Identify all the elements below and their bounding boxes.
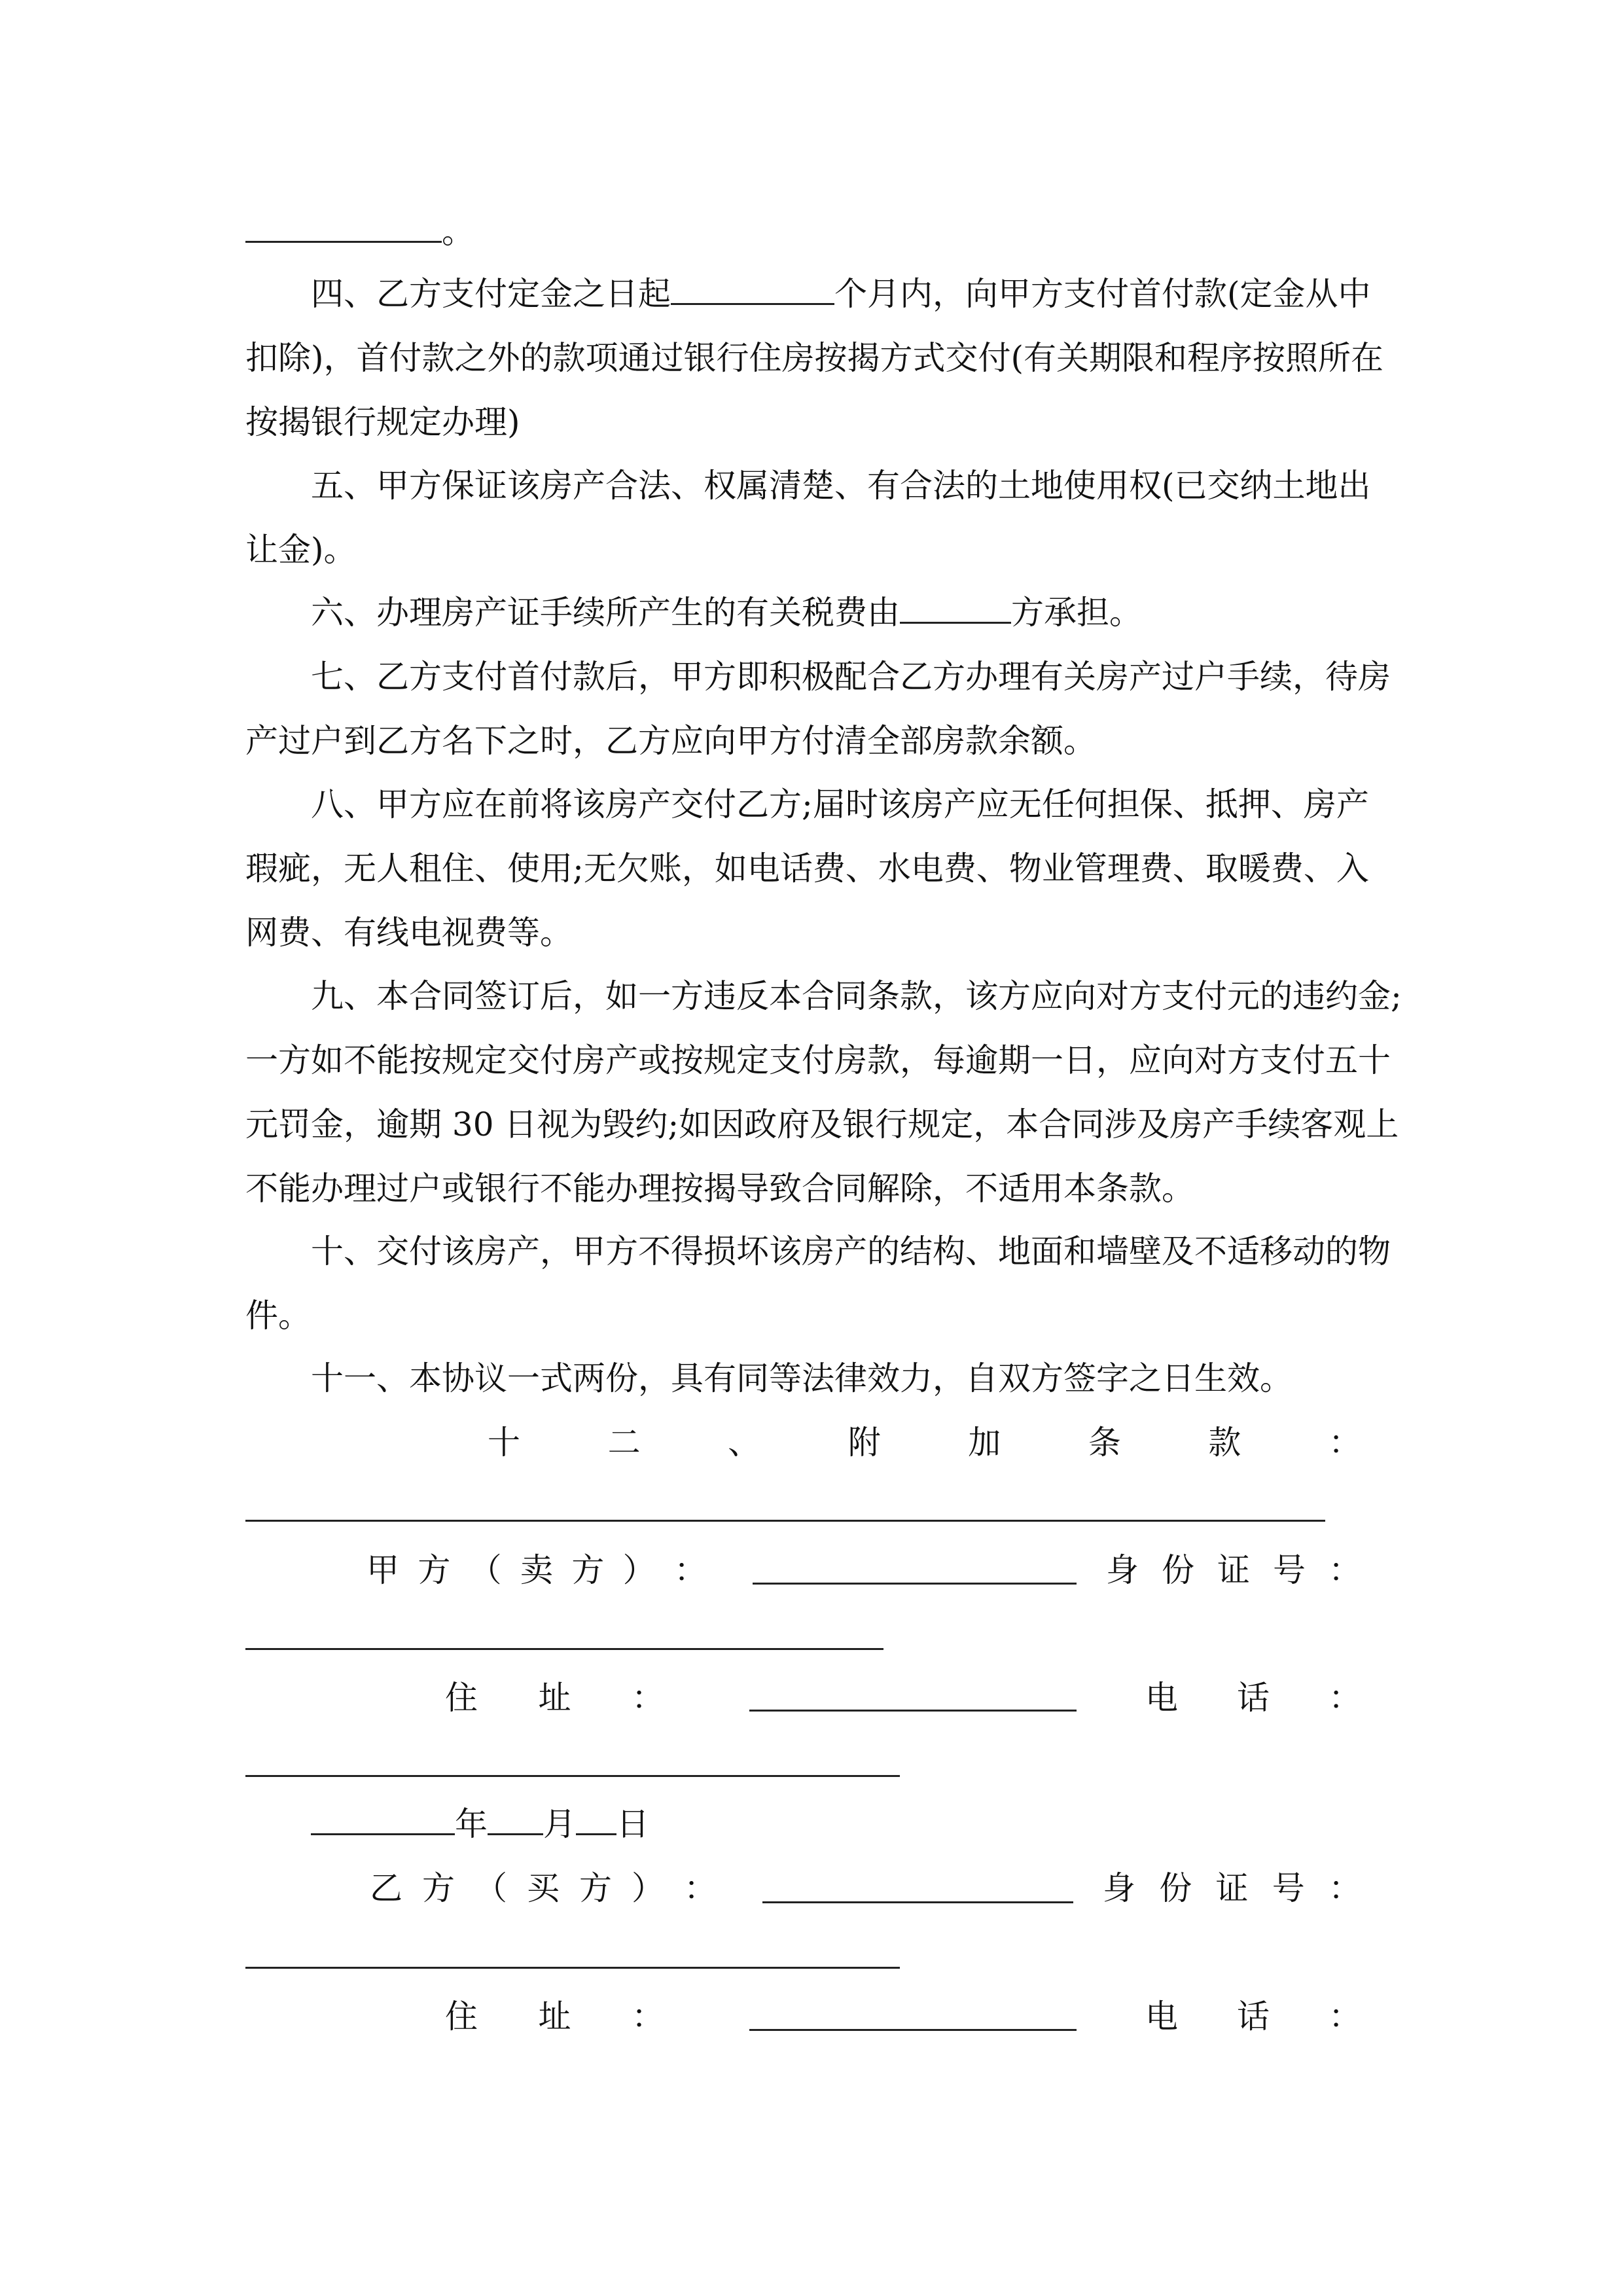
clause-11-line-1: 十一、本协议一式两份，具有同等法律效力，自双方签字之日生效。 (311, 1359, 1293, 1397)
clause-4-text-a: 四、乙方支付定金之日起 (311, 275, 671, 313)
party-b-char: ） (632, 1869, 664, 1907)
party-b-phone-label (1145, 1984, 1361, 2049)
clause-7-line-2: 产过户到乙方名下之时，乙方应向甲方付清全部房款余额。 (245, 722, 1096, 760)
clause-6-text-b: 方承担。 (1011, 594, 1142, 632)
party-a-char: 方 (571, 1551, 605, 1589)
clause-7 (245, 645, 1391, 773)
party-b-label (370, 1856, 717, 1920)
clause-12-char: 款 (1208, 1424, 1241, 1462)
months-blank (671, 270, 834, 305)
party-b-char: 买 (527, 1869, 560, 1907)
party-b-address-char: 住 (445, 1998, 478, 2036)
party-a-char: 卖 (520, 1551, 553, 1589)
party-a-address-char: ： (632, 1679, 664, 1717)
party-b-address-field[interactable] (749, 2029, 1077, 2031)
clause-6 (245, 581, 1378, 645)
clause-10 (245, 1219, 1391, 1348)
day-label: 日 (616, 1805, 649, 1843)
party-a-char: 方 (418, 1551, 451, 1589)
clause-7-line-1: 七、乙方支付首付款后，甲方即积极配合乙方办理有关房产过户手续，待房 (311, 658, 1391, 696)
party-a-id-char: 证 (1217, 1551, 1250, 1589)
clause-12-char: 、 (728, 1424, 761, 1462)
clause-9-line-2: 一方如不能按规定交付房产或按规定支付房款，每逾期一日，应向对方支付五十 (245, 1041, 1391, 1079)
party-a-address-char: 址 (538, 1679, 571, 1717)
clause-8-line-3: 网费、有线电视费等。 (245, 914, 573, 952)
party-b-char: 乙 (370, 1869, 402, 1907)
party-b-phone-char: ： (1329, 1998, 1361, 2036)
clause-4-text-b: 个月内，向甲方支付首付款(定金从中 (834, 275, 1371, 313)
party-a-phone-char: 话 (1237, 1679, 1270, 1717)
clause-10-line-2: 件。 (245, 1297, 311, 1335)
date-line (311, 1792, 649, 1856)
party-a-id-char: ： (1329, 1551, 1361, 1589)
party-a-phone-field[interactable] (245, 1775, 900, 1777)
party-b-char: ： (684, 1869, 717, 1907)
clause-4-line-3: 按揭银行规定办理) (245, 403, 520, 441)
party-a-label (366, 1538, 707, 1602)
clause-9-line-3: 元罚金，逾期 30 日视为毁约;如因政府及银行规定，本合同涉及房产手续客观上 (245, 1105, 1399, 1143)
party-a-phone-char: 电 (1145, 1679, 1178, 1717)
month-blank[interactable] (488, 1801, 543, 1835)
clause-5-line-2: 让金)。 (245, 531, 357, 569)
party-b-address-char: 址 (538, 1998, 571, 2036)
party-b-address-char: ： (632, 1998, 664, 2036)
party-a-id-char: 身 (1106, 1551, 1139, 1589)
clause-12-char: 二 (607, 1424, 641, 1462)
party-a-id-label (1106, 1538, 1361, 1602)
party-b-name-field[interactable] (762, 1901, 1073, 1903)
clause-12-char: 十 (488, 1424, 520, 1462)
clause-5 (245, 454, 1378, 582)
party-b-id-label (1103, 1856, 1361, 1920)
clause-12-heading (488, 1410, 1361, 1475)
clause-6-text-a: 六、办理房产证手续所产生的有关税费由 (311, 594, 900, 632)
party-a-char: ） (622, 1551, 656, 1589)
year-label: 年 (455, 1805, 488, 1843)
party-a-char: ： (673, 1551, 707, 1589)
blank-underline (245, 208, 442, 243)
clause-10-line-1: 十、交付该房产，甲方不得损坏该房产的结构、地面和墙壁及不适移动的物 (311, 1232, 1391, 1270)
party-b-id-char: 份 (1159, 1869, 1192, 1907)
additional-terms-line (245, 1520, 1325, 1522)
party-b-phone-char: 话 (1237, 1998, 1270, 2036)
party-a-phone-char: ： (1329, 1679, 1361, 1717)
clause-12-char: 附 (847, 1424, 881, 1462)
month-label: 月 (543, 1805, 576, 1843)
carryover-line (245, 200, 1378, 264)
party-a-id-field[interactable] (245, 1648, 883, 1650)
clause-9-line-1: 九、本合同签订后，如一方违反本合同条款，该方应向对方支付元的违约金; (311, 977, 1402, 1015)
clause-9-line-4: 不能办理过户或银行不能办理按揭导致合同解除，不适用本条款。 (245, 1170, 1194, 1208)
party-b-char: （ (474, 1869, 507, 1907)
clause-12-char: 条 (1088, 1424, 1121, 1462)
party-a-id-char: 份 (1162, 1551, 1194, 1589)
party-b-id-char: 号 (1272, 1869, 1305, 1907)
clause-8 (245, 772, 1378, 965)
clause-5-line-1: 五、甲方保证该房产合法、权属清楚、有合法的土地使用权(已交纳土地出 (311, 467, 1371, 505)
clause-12-char: ： (1328, 1424, 1361, 1462)
party-b-char: 方 (579, 1869, 612, 1907)
party-b-address-label (445, 1984, 664, 2049)
party-b-char: 方 (422, 1869, 455, 1907)
day-blank[interactable] (576, 1801, 616, 1835)
clause-4 (245, 262, 1384, 454)
year-blank[interactable] (311, 1801, 455, 1835)
party-b-phone-char: 电 (1145, 1998, 1178, 2036)
party-a-address-label (445, 1666, 664, 1730)
party-a-id-char: 号 (1273, 1551, 1306, 1589)
party-b-id-field[interactable] (245, 1967, 900, 1969)
party-b-id-char: 身 (1103, 1869, 1135, 1907)
tax-party-blank (900, 589, 1011, 624)
clause-9 (245, 964, 1402, 1221)
party-a-phone-label (1145, 1666, 1361, 1730)
line-end-mark: 。 (442, 213, 474, 251)
party-a-address-field[interactable] (749, 1710, 1077, 1712)
clause-8-line-2: 瑕疵，无人租住、使用;无欠账，如电话费、水电费、物业管理费、取暖费、入 (245, 850, 1369, 888)
party-b-id-char: 证 (1215, 1869, 1249, 1907)
party-a-address-char: 住 (445, 1679, 478, 1717)
clause-8-line-1: 八、甲方应在前将该房产交付乙方;届时该房产应无任何担保、抵押、房产 (311, 785, 1369, 823)
party-a-name-field[interactable] (753, 1583, 1077, 1585)
clause-11 (245, 1346, 1378, 1410)
party-a-char: （ (469, 1551, 502, 1589)
party-b-id-char: ： (1329, 1869, 1361, 1907)
clause-4-line-2: 扣除)，首付款之外的款项通过银行住房按揭方式交付(有关期限和程序按照所在 (245, 339, 1384, 377)
clause-12-char: 加 (968, 1424, 1001, 1462)
party-a-char: 甲 (366, 1551, 399, 1589)
